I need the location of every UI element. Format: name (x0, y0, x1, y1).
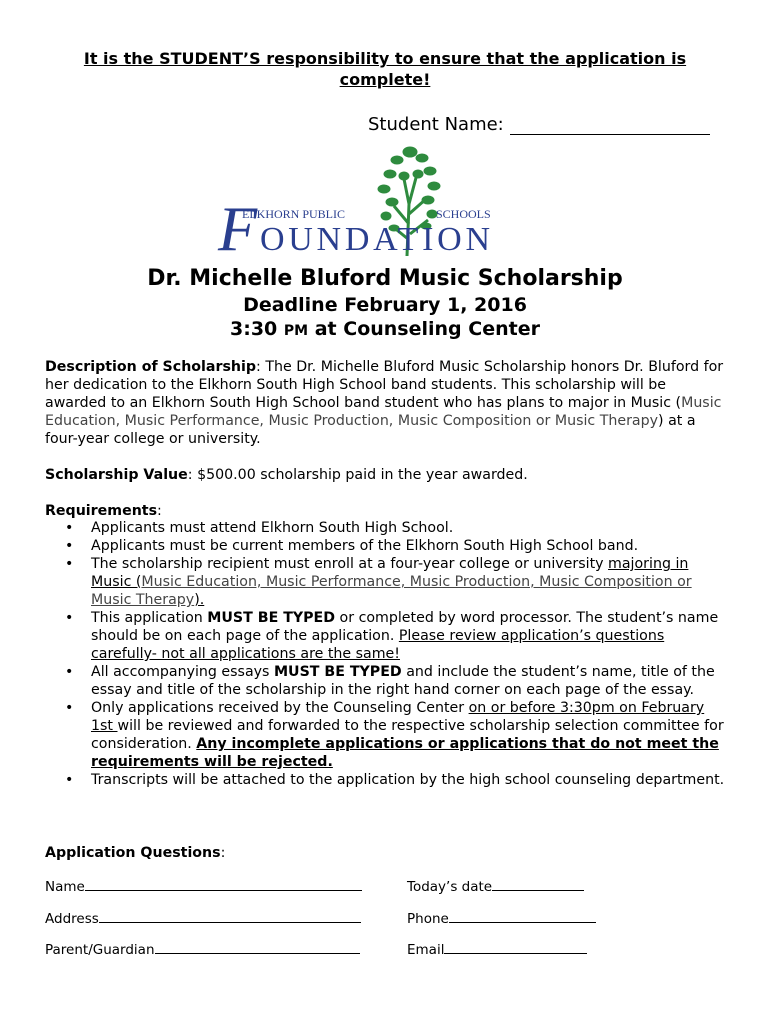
parent-label: Parent/Guardian (45, 942, 155, 958)
phone-line[interactable] (449, 909, 596, 923)
notice-line-1: It is the STUDENT’S responsibility to ensure that the application is (83, 49, 687, 68)
deadline-time (0, 318, 770, 340)
list-item (45, 555, 730, 609)
requirements-label: Requirements (45, 503, 158, 519)
foundation-logo (214, 144, 504, 259)
phone-field (407, 909, 596, 927)
phone-label: Phone (407, 911, 449, 927)
logo-text-main: OUNDATION (260, 221, 490, 258)
requirement-5c: and include the student’s name, title of the essay and title of the scholarship in the right hand corner on each page of the essay. (91, 664, 715, 698)
responsibility-notice (40, 48, 730, 90)
value-section (45, 466, 730, 484)
name-field (45, 877, 362, 895)
application-label: Application Questions (45, 845, 221, 861)
time-suffix: at Counseling Center (314, 318, 540, 340)
requirements-list (45, 519, 730, 789)
requirement-6d: Any incomplete applications or applications that do not meet the requirements will be rejected. (91, 736, 719, 770)
requirement-7: Transcripts will be attached to the application by the high school counseling department. (91, 772, 725, 788)
application-heading (45, 844, 730, 862)
description-majors: Music Education, Music Performance, Music Production, Music Composition or Music Therapy (45, 395, 722, 429)
requirement-6b: on or before 3:30pm on February 1st (91, 700, 705, 734)
notice-line-2: complete! (339, 70, 431, 89)
scholarship-title: Dr. Michelle Bluford Music Scholarship (147, 266, 623, 291)
requirement-4c: or completed by word processor. The student’s name should be on each page of the application. (91, 610, 719, 644)
requirement-4d: Please review application’s questions carefully- not all applications are the same! (91, 628, 665, 662)
date-field (407, 877, 584, 895)
list-item (45, 663, 730, 699)
parent-field (45, 940, 360, 958)
address-field (45, 909, 361, 927)
logo-big-letter: F (218, 193, 258, 259)
email-field (407, 940, 587, 958)
address-label: Address (45, 911, 99, 927)
student-name-label: Student Name: (368, 114, 504, 135)
date-label: Today’s date (407, 879, 493, 895)
requirement-1: Applicants must attend Elkhorn South High School. (91, 520, 454, 536)
time-pm: PM (283, 323, 309, 339)
logo-text-left: ELKHORN PUBLIC (242, 207, 346, 221)
time-prefix: 3:30 (230, 318, 278, 340)
description-label: Description of Scholarship (45, 359, 257, 375)
requirement-4a: This application (91, 610, 208, 626)
student-name-line[interactable] (510, 116, 710, 135)
logo-text-right: SCHOOLS (436, 207, 491, 221)
list-item (45, 699, 730, 771)
requirement-3d: ). (194, 592, 205, 608)
application-colon: : (220, 845, 226, 861)
requirement-5a: All accompanying essays (91, 664, 274, 680)
name-line[interactable] (85, 877, 362, 891)
requirement-6c: will be reviewed and forwarded to the respective scholarship selection committee for consideration. (91, 718, 724, 752)
list-item (45, 537, 730, 555)
email-label: Email (407, 942, 445, 958)
email-line[interactable] (444, 940, 587, 954)
date-line[interactable] (492, 877, 584, 891)
requirement-6a: Only applications received by the Counseling Center (91, 700, 469, 716)
address-line[interactable] (99, 909, 361, 923)
list-item (45, 519, 730, 537)
requirements-colon: : (157, 503, 162, 519)
requirement-3c: Music Education, Music Performance, Music Production, Music Composition or Music Therapy (91, 574, 692, 608)
value-text: : $500.00 scholarship paid in the year awarded. (187, 467, 528, 483)
list-item (45, 771, 730, 789)
description-text-1: : The Dr. Michelle Bluford Music Scholarship honors Dr. Bluford for her dedication to the Elkhorn South High School band students. This scholarship will be awarded to an Elkhorn South High School band student who has plans to major in Music ( (45, 359, 724, 411)
student-name-field (368, 114, 710, 135)
deadline-date: Deadline February 1, 2016 (243, 294, 527, 316)
requirement-3a: The scholarship recipient must enroll at a four-year college or university (91, 556, 609, 572)
description-section (45, 358, 730, 448)
name-label: Name (45, 879, 85, 895)
requirement-5b: MUST BE TYPED (273, 664, 402, 680)
requirement-2: Applicants must be current members of the Elkhorn South High School band. (91, 538, 639, 554)
requirement-4b: MUST BE TYPED (207, 610, 336, 626)
requirement-3b: majoring in Music ( (91, 556, 689, 590)
list-item (45, 609, 730, 663)
value-label: Scholarship Value (45, 467, 188, 483)
description-text-2: ) at a four-year college or university. (45, 413, 696, 447)
parent-line[interactable] (155, 940, 360, 954)
requirements-heading (45, 502, 730, 520)
